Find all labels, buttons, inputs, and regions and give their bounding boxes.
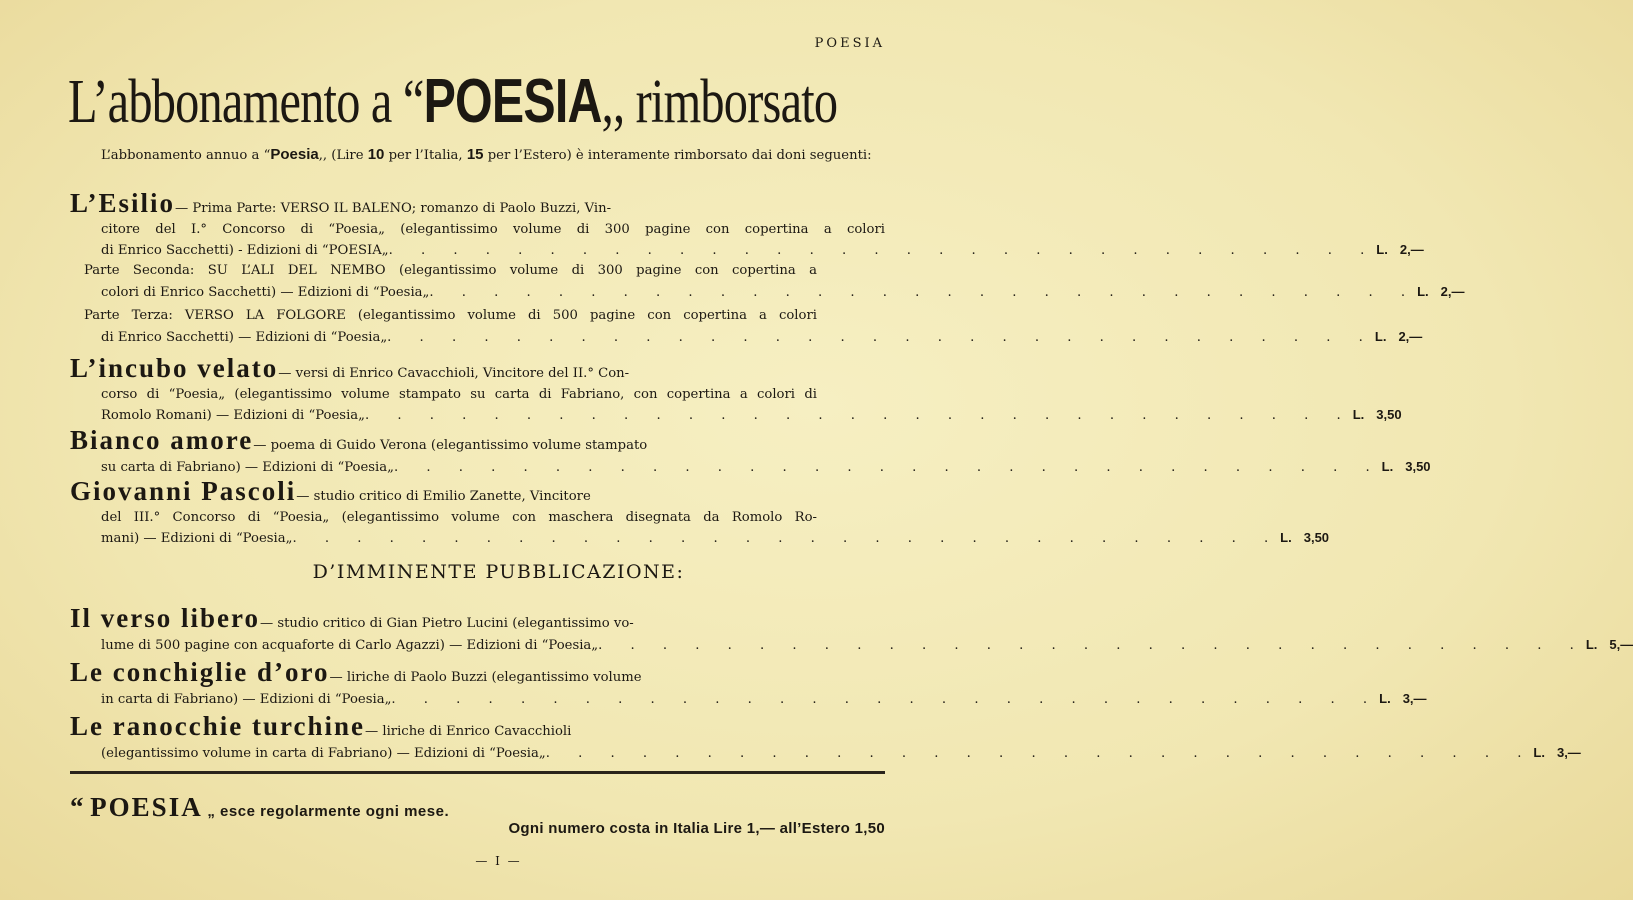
entry-line: corso di “Poesia„ (elegantissimo volume stampato su carta di Fabriano, con copertina a colori di	[101, 386, 817, 402]
currency-label: L.	[1379, 690, 1391, 706]
entry-line: — studio critico di Emilio Zanette, Vincitore	[296, 489, 591, 504]
entry-price: 2,—	[1398, 328, 1423, 344]
currency-label: L.	[1417, 283, 1429, 299]
title-part-2: POESIA	[423, 67, 602, 136]
entry-line: — liriche di Enrico Cavacchioli	[364, 724, 572, 739]
entry-price: 5,—	[1609, 636, 1633, 652]
leader-dots: . . . . . . . . . . . . . . . . . . . . . . . . . . . . . . .	[598, 637, 1586, 653]
entry-line: citore del I.° Concorso di “Poesia„ (elegantissimo volume di 300 pagine con copertina a colori	[101, 221, 885, 237]
footer-poesia: POESIA	[90, 792, 203, 822]
entry-incubo-velato	[70, 353, 1402, 427]
footer-line-2: Ogni numero costa in Italia Lire 1,— all’Estero 1,50	[508, 820, 885, 837]
entry-line: Romolo Romani) — Edizioni di “Poesia„	[101, 408, 365, 423]
leader-dots: . . . . . . . . . . . . . . . . . . . . . . . . . . . . . . .	[292, 531, 1281, 546]
intro-text-e: per l’Italia,	[384, 148, 467, 163]
entry-line: — poema di Guido Verona (elegantissimo volume stampato	[253, 438, 648, 453]
entry-line: in carta di Fabriano) — Edizioni di “Poesia„	[101, 691, 392, 707]
entry-line: colori di Enrico Sacchetti) — Edizioni di “Poesia„	[101, 284, 430, 300]
leader-dots: . . . . . . . . . . . . . . . . . . . . . . . . . . . . . . .	[391, 691, 1380, 707]
entry-title: Le conchiglie d’oro	[70, 657, 330, 687]
entry-line: — studio critico di Gian Pietro Lucini (elegantissimo vo-	[259, 616, 634, 631]
leader-dots: . . . . . . . . . . . . . . . . . . . . . . . . . . . . . . .	[393, 459, 1382, 475]
title-part-3: ,, rimborsato	[601, 68, 838, 136]
entry-verso-libero	[70, 603, 1633, 656]
entry-title: L’Esilio	[70, 188, 176, 218]
entry-line: mani) — Edizioni di “Poesia„	[101, 531, 293, 546]
intro-poesia: Poesia	[270, 146, 319, 163]
divider-rule	[70, 771, 885, 774]
currency-label: L.	[1533, 744, 1545, 760]
currency-label: L.	[1376, 242, 1388, 257]
entry-price: 3,—	[1402, 690, 1427, 706]
entry-price: 2,—	[1440, 283, 1465, 299]
currency-label: L.	[1280, 530, 1292, 545]
running-head: POESIA	[814, 36, 885, 51]
entry-price: 2,—	[1399, 242, 1424, 257]
entry-ranocchie-turchine	[70, 711, 1581, 764]
entry-line: — Prima Parte: VERSO IL BALENO; romanzo di Paolo Buzzi, Vin-	[175, 201, 612, 216]
currency-label: L.	[1381, 458, 1394, 474]
intro-text-g: per l’Estero) è interamente rimborsato dai doni seguenti:	[483, 148, 872, 163]
leader-dots: . . . . . . . . . . . . . . . . . . . . . . . . . . . . . . .	[545, 745, 1534, 761]
entry-title: L’incubo velato	[70, 353, 279, 383]
intro-paragraph	[101, 145, 885, 165]
entry-line: lume di 500 pagine con acquaforte di Carlo Agazzi) — Edizioni di “Poesia„	[101, 637, 599, 653]
entry-title: Il verso libero	[70, 603, 260, 633]
leader-dots: . . . . . . . . . . . . . . . . . . . . . . . . . . . . . . .	[364, 408, 1353, 423]
currency-label: L.	[1352, 407, 1365, 422]
entry-price: 3,50	[1303, 530, 1330, 545]
footer-line-1	[70, 792, 449, 823]
leader-dots: . . . . . . . . . . . . . . . . . . . . . . . . . . . . . . .	[387, 329, 1375, 345]
entry-line: del III.° Concorso di “Poesia„ (elegantissimo volume con maschera disegnata da Romolo Ro-	[101, 509, 817, 525]
leader-dots: . . . . . . . . . . . . . . . . . . . . . . . . . . . . . . .	[429, 284, 1418, 300]
currency-label: L.	[1585, 636, 1598, 652]
entry-line: di Enrico Sacchetti) — Edizioni di “Poesia„	[101, 329, 388, 345]
entry-title: Le ranocchie turchine	[70, 711, 365, 741]
currency-label: L.	[1374, 328, 1387, 344]
footer-quote: “	[70, 792, 86, 822]
entry-line: (elegantissimo volume in carta di Fabriano) — Edizioni di “Poesia„	[101, 745, 546, 761]
entry-line: su carta di Fabriano) — Edizioni di “Poesia„	[101, 459, 394, 475]
entry-title: Giovanni Pascoli	[70, 476, 297, 506]
entry-price: 3,50	[1405, 458, 1431, 474]
intro-price-abroad: 15	[466, 146, 484, 163]
intro-price-italy: 10	[367, 146, 385, 163]
entry-line: — versi di Enrico Cavacchioli, Vincitore del II.° Con-	[278, 366, 630, 381]
entry-conchiglie-doro	[70, 657, 1427, 710]
entry-title: Bianco amore	[70, 425, 254, 455]
footer-rest: „ esce regolarmente ogni mese.	[202, 803, 450, 820]
leader-dots: . . . . . . . . . . . . . . . . . . . . . . . . . . . . . . .	[388, 243, 1377, 258]
entry-parte-seconda	[70, 261, 1465, 303]
entry-bianco-amore	[70, 425, 1431, 478]
page-title	[68, 66, 838, 138]
section-heading: D’IMMINENTE PUBBLICAZIONE:	[312, 561, 685, 583]
page-number: — I —	[475, 854, 522, 868]
entry-esilio	[70, 188, 1424, 262]
intro-text-c: ,, (Lire	[318, 148, 368, 163]
entry-line: di Enrico Sacchetti) - Edizioni di “POESIA„	[101, 243, 389, 258]
intro-text-a: L’abbonamento annuo a “	[101, 148, 271, 163]
entry-giovanni-pascoli	[70, 476, 1330, 550]
entry-price: 3,50	[1376, 407, 1402, 422]
title-part-1: L’abbonamento a “	[68, 68, 424, 136]
entry-price: 3,—	[1556, 744, 1581, 760]
entry-parte-terza	[70, 306, 1423, 348]
entry-line: — liriche di Paolo Buzzi (elegantissimo volume	[329, 670, 642, 685]
entry-line: Parte Seconda: SU L’ALI DEL NEMBO (elegantissimo volume di 300 pagine con copertina a	[84, 263, 817, 278]
entry-line: Parte Terza: VERSO LA FOLGORE (elegantissimo volume di 500 pagine con copertina a colori	[84, 308, 817, 323]
